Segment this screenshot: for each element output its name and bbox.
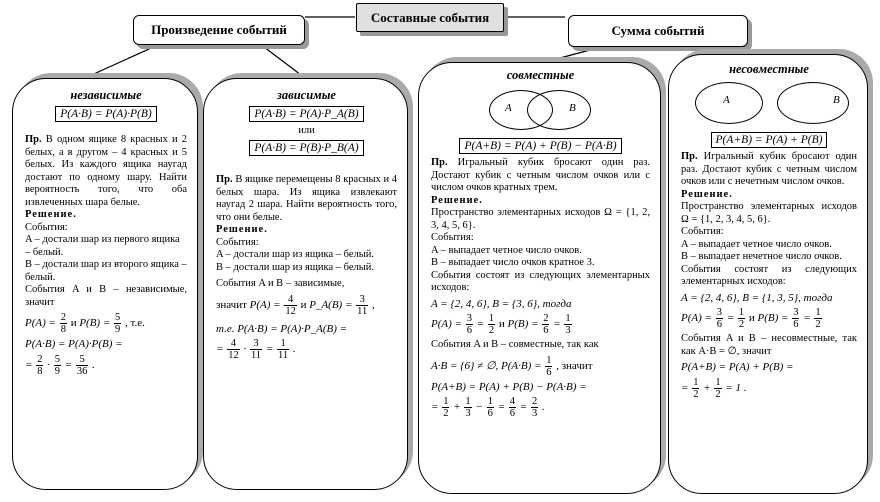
pr-label: Пр. bbox=[216, 174, 233, 185]
problem-body: В ящике перемещены 8 красных и 4 белых шара. Из ящика извлекают наугад 2 шара. Найти вероятность того, что они белые. bbox=[216, 174, 397, 223]
num: 1 bbox=[715, 376, 721, 388]
dot: · bbox=[47, 358, 50, 371]
venn-joint bbox=[431, 86, 650, 132]
fraction bbox=[60, 312, 67, 335]
num: 5 bbox=[54, 353, 60, 365]
event-a: A – выпадает четное число очков. bbox=[681, 238, 832, 250]
den: 3 bbox=[565, 325, 571, 336]
solution-label: Решение. bbox=[25, 209, 77, 220]
pa-left: P(A) = bbox=[431, 318, 462, 331]
and-word: и bbox=[748, 312, 755, 325]
eq: = bbox=[803, 312, 811, 325]
consist-text: События состоят из следующих элементарных исходов: bbox=[681, 263, 857, 287]
prob-line bbox=[431, 313, 650, 336]
pb-left: P(B) = bbox=[507, 318, 539, 331]
fraction bbox=[716, 307, 723, 330]
header-sum-text: Сумма событий bbox=[611, 23, 705, 38]
problem-text bbox=[25, 134, 187, 209]
eq: = bbox=[431, 401, 439, 414]
znachit-word: значит bbox=[216, 298, 247, 311]
eq: = bbox=[497, 401, 505, 414]
den: 6 bbox=[793, 319, 799, 330]
den: 2 bbox=[443, 408, 449, 419]
fraction bbox=[738, 307, 745, 330]
num: 2 bbox=[37, 353, 43, 365]
panel-joint bbox=[418, 62, 661, 494]
problem-text bbox=[681, 151, 857, 189]
space-text: Пространство элементарных исходов Ω = {1, 2, 3, 4, 5, 6}. bbox=[681, 201, 857, 225]
eq: = bbox=[64, 358, 73, 371]
fraction bbox=[356, 294, 368, 317]
num: 1 bbox=[465, 396, 471, 407]
eq: = bbox=[476, 318, 485, 331]
independence-text: События A и B – независимые, значит bbox=[25, 284, 187, 308]
result-line bbox=[681, 377, 857, 400]
consist-text: События состоят из следующих элементарных исходов: bbox=[431, 269, 650, 293]
events-label: События: bbox=[681, 226, 724, 237]
fraction bbox=[54, 354, 61, 377]
comma: , bbox=[372, 298, 375, 311]
fraction bbox=[36, 354, 43, 377]
num: 2 bbox=[60, 312, 66, 323]
num: 1 bbox=[565, 313, 571, 324]
formula-box-2: P(A·B) = P(B)·P_B(A) bbox=[249, 140, 363, 157]
joint-text: События A и B – совместные, так как bbox=[431, 339, 599, 350]
den: 9 bbox=[115, 324, 121, 335]
prob-line bbox=[681, 307, 857, 330]
den: 2 bbox=[738, 319, 745, 330]
panel-disjoint bbox=[668, 54, 868, 494]
title-composite-events bbox=[356, 3, 504, 32]
num: 1 bbox=[488, 313, 495, 324]
fraction bbox=[464, 396, 471, 419]
venn-label-a: A bbox=[723, 93, 730, 106]
sets-line: A = {2, 4, 6}, B = {3, 6}, тогда bbox=[431, 297, 572, 310]
fraction bbox=[714, 377, 721, 400]
fraction bbox=[509, 396, 516, 419]
event-b: B – выпадает число очков кратное 3. bbox=[431, 257, 595, 268]
num: 3 bbox=[793, 307, 799, 318]
eq: = bbox=[726, 312, 735, 325]
den: 11 bbox=[250, 350, 262, 361]
num: 5 bbox=[76, 354, 89, 366]
product-line: т.е. P(A·B) = P(A)·P_A(B) = bbox=[216, 322, 348, 335]
pb-left: P(B) = bbox=[757, 312, 789, 325]
den: 11 bbox=[278, 350, 289, 361]
den: 6 bbox=[509, 408, 515, 419]
period: . bbox=[541, 401, 545, 414]
fraction bbox=[114, 312, 121, 335]
events-label: События: bbox=[216, 236, 259, 248]
fraction bbox=[227, 338, 240, 361]
venn-label-b: B bbox=[833, 93, 840, 106]
num: 4 bbox=[509, 396, 515, 407]
panel-independent bbox=[12, 78, 198, 490]
den: 8 bbox=[37, 365, 43, 377]
den: 2 bbox=[815, 319, 821, 330]
pb-left: P(B) = bbox=[79, 317, 111, 330]
num: 1 bbox=[277, 338, 289, 350]
pb-left: P_A(B) = bbox=[309, 298, 353, 311]
fraction bbox=[284, 294, 297, 317]
venn-label-a: A bbox=[505, 101, 512, 114]
formula-box: P(A+B) = P(A) + P(B) − P(A·B) bbox=[459, 138, 621, 155]
dot: · bbox=[243, 343, 247, 356]
panel-title: независимые bbox=[70, 88, 142, 102]
and-word: и bbox=[498, 318, 505, 331]
den: 2 bbox=[693, 388, 699, 400]
intersection-line bbox=[431, 355, 650, 378]
header-product-events bbox=[133, 15, 305, 45]
title-text: Составные события bbox=[370, 9, 490, 25]
header-product-text: Произведение событий bbox=[151, 22, 287, 37]
event-a: A – достали шар из ящика – белый. bbox=[216, 249, 375, 260]
num: 3 bbox=[250, 338, 262, 350]
den: 2 bbox=[715, 388, 721, 400]
dependence-text: События A и B – зависимые, bbox=[216, 278, 345, 289]
header-sum-events bbox=[568, 15, 748, 47]
fraction bbox=[487, 396, 494, 419]
sets-line: A = {2, 4, 6}, B = {1, 3, 5}, тогда bbox=[681, 291, 833, 304]
plus: + bbox=[703, 381, 711, 394]
num: 3 bbox=[356, 294, 368, 306]
num: 4 bbox=[227, 338, 240, 350]
fraction bbox=[542, 313, 549, 336]
pr-label: Пр. bbox=[431, 157, 448, 168]
product-line: P(A·B) = P(A)·P(B) = bbox=[25, 338, 123, 350]
num: 3 bbox=[716, 307, 722, 318]
period: . bbox=[743, 381, 747, 394]
den: 2 bbox=[488, 325, 495, 336]
pr-label: Пр. bbox=[681, 151, 698, 162]
event-b: B – выпадает нечетное число очков. bbox=[681, 251, 842, 262]
den: 11 bbox=[357, 305, 368, 317]
eq: = 1 bbox=[725, 381, 742, 394]
formula-box: P(A·B) = P(A)·P(B) bbox=[55, 106, 156, 123]
problem-body: Игральный кубик бросают один раз. Достают кубик с четным числом очков или с нечетным числом очков. bbox=[681, 151, 858, 187]
num: 3 bbox=[466, 313, 472, 324]
eq: = bbox=[216, 343, 224, 356]
event-b: B – достали шар из ящика – белый. bbox=[216, 261, 375, 273]
result-line bbox=[431, 396, 650, 419]
fraction bbox=[564, 313, 571, 336]
num: 1 bbox=[546, 354, 552, 366]
pa-left: P(A) = bbox=[681, 312, 712, 325]
den: 36 bbox=[76, 365, 88, 377]
den: 6 bbox=[487, 408, 493, 419]
event-a: A – выпадает четное число очков. bbox=[431, 244, 582, 256]
result-line bbox=[216, 338, 397, 361]
eq: = bbox=[681, 381, 689, 394]
fraction bbox=[76, 354, 89, 377]
fraction bbox=[792, 307, 799, 330]
venn-disjoint bbox=[681, 80, 857, 126]
eq: = bbox=[25, 358, 33, 371]
period: . bbox=[292, 343, 296, 356]
events-label: События: bbox=[25, 221, 68, 233]
num: 1 bbox=[738, 307, 745, 318]
num: 1 bbox=[693, 376, 699, 388]
intersection: A·B = {6} ≠ ∅, bbox=[431, 359, 499, 372]
den: 6 bbox=[546, 366, 552, 378]
panel-title: совместные bbox=[506, 68, 575, 82]
formula-box-1: P(A·B) = P(A)·P_A(B) bbox=[249, 106, 363, 123]
num: 4 bbox=[284, 294, 297, 306]
fraction bbox=[531, 396, 538, 419]
num: 1 bbox=[487, 396, 493, 407]
problem-body: Игральный кубик бросают один раз. Достают кубик с четным числом очков или с числом очков кратных трем. bbox=[431, 157, 651, 193]
den: 3 bbox=[465, 408, 471, 419]
den: 3 bbox=[531, 408, 538, 419]
sum-line: P(A+B) = P(A) + P(B) = bbox=[681, 361, 794, 373]
solution-label: Решение. bbox=[216, 224, 268, 235]
fraction bbox=[488, 313, 495, 336]
sum-line: P(A+B) = P(A) + P(B) − P(A·B) = bbox=[431, 380, 587, 393]
problem-text bbox=[216, 174, 397, 224]
eq: = bbox=[519, 401, 528, 414]
solution-label: Решение. bbox=[681, 188, 733, 200]
fraction bbox=[545, 355, 552, 378]
minus: − bbox=[475, 401, 483, 414]
period: . bbox=[92, 358, 95, 371]
or-word: или bbox=[298, 125, 315, 136]
formula-box: P(A+B) = P(A) + P(B) bbox=[711, 132, 828, 149]
panel-title: несовместные bbox=[729, 62, 809, 76]
eq: = bbox=[265, 343, 274, 356]
den: 9 bbox=[54, 365, 60, 377]
result-line bbox=[25, 354, 187, 377]
event-a: A – достали шар из первого ящика – белый. bbox=[25, 234, 180, 258]
plus: + bbox=[453, 401, 461, 414]
problem-body: В одном ящике 8 красных и 2 белых, а в другом – 4 красных и 5 белых. Из каждого ящика наугад достают по одному шару. Найти вероятность того, что оба извлеченных шара белые. bbox=[25, 134, 188, 208]
fraction bbox=[814, 307, 821, 330]
num: 2 bbox=[543, 313, 549, 324]
events-label: События: bbox=[431, 232, 474, 243]
solution-label: Решение. bbox=[431, 194, 483, 206]
pr-label: Пр. bbox=[25, 134, 42, 145]
num: 1 bbox=[815, 307, 821, 318]
event-b: B – достали шар из второго ящика – белый. bbox=[25, 259, 187, 283]
problem-text bbox=[431, 157, 650, 195]
te-word: , т.е. bbox=[125, 317, 145, 330]
num: 1 bbox=[443, 396, 449, 407]
fraction bbox=[442, 396, 449, 419]
and-word: и bbox=[300, 298, 307, 311]
space-text: Пространство элементарных исходов Ω = {1, 2, 3, 4, 5, 6}. bbox=[431, 207, 650, 231]
num: 2 bbox=[531, 396, 538, 407]
panel-dependent bbox=[203, 78, 408, 490]
fraction bbox=[466, 313, 473, 336]
fraction bbox=[250, 338, 262, 361]
num: 5 bbox=[115, 312, 121, 323]
pab-left: P(A·B) = bbox=[501, 359, 542, 372]
den: 8 bbox=[60, 324, 66, 335]
disjoint-text: События A и B – несовместные, так как A·B = ∅, значит bbox=[681, 333, 857, 357]
prob-line bbox=[25, 312, 187, 335]
den: 12 bbox=[228, 350, 239, 361]
prob-line bbox=[216, 294, 397, 317]
znachit-word: , значит bbox=[556, 359, 593, 372]
venn-circle-b bbox=[527, 90, 591, 130]
venn-label-b: B bbox=[569, 101, 576, 114]
den: 12 bbox=[285, 305, 296, 317]
den: 6 bbox=[716, 319, 722, 330]
panel-title: зависимые bbox=[277, 88, 336, 102]
and-word: и bbox=[70, 317, 77, 330]
den: 6 bbox=[543, 325, 549, 336]
fraction bbox=[277, 338, 289, 361]
pa-left: P(A) = bbox=[25, 317, 56, 330]
pa-left: P(A) = bbox=[249, 298, 281, 311]
eq: = bbox=[553, 318, 561, 331]
fraction bbox=[692, 377, 699, 400]
den: 6 bbox=[466, 325, 472, 336]
